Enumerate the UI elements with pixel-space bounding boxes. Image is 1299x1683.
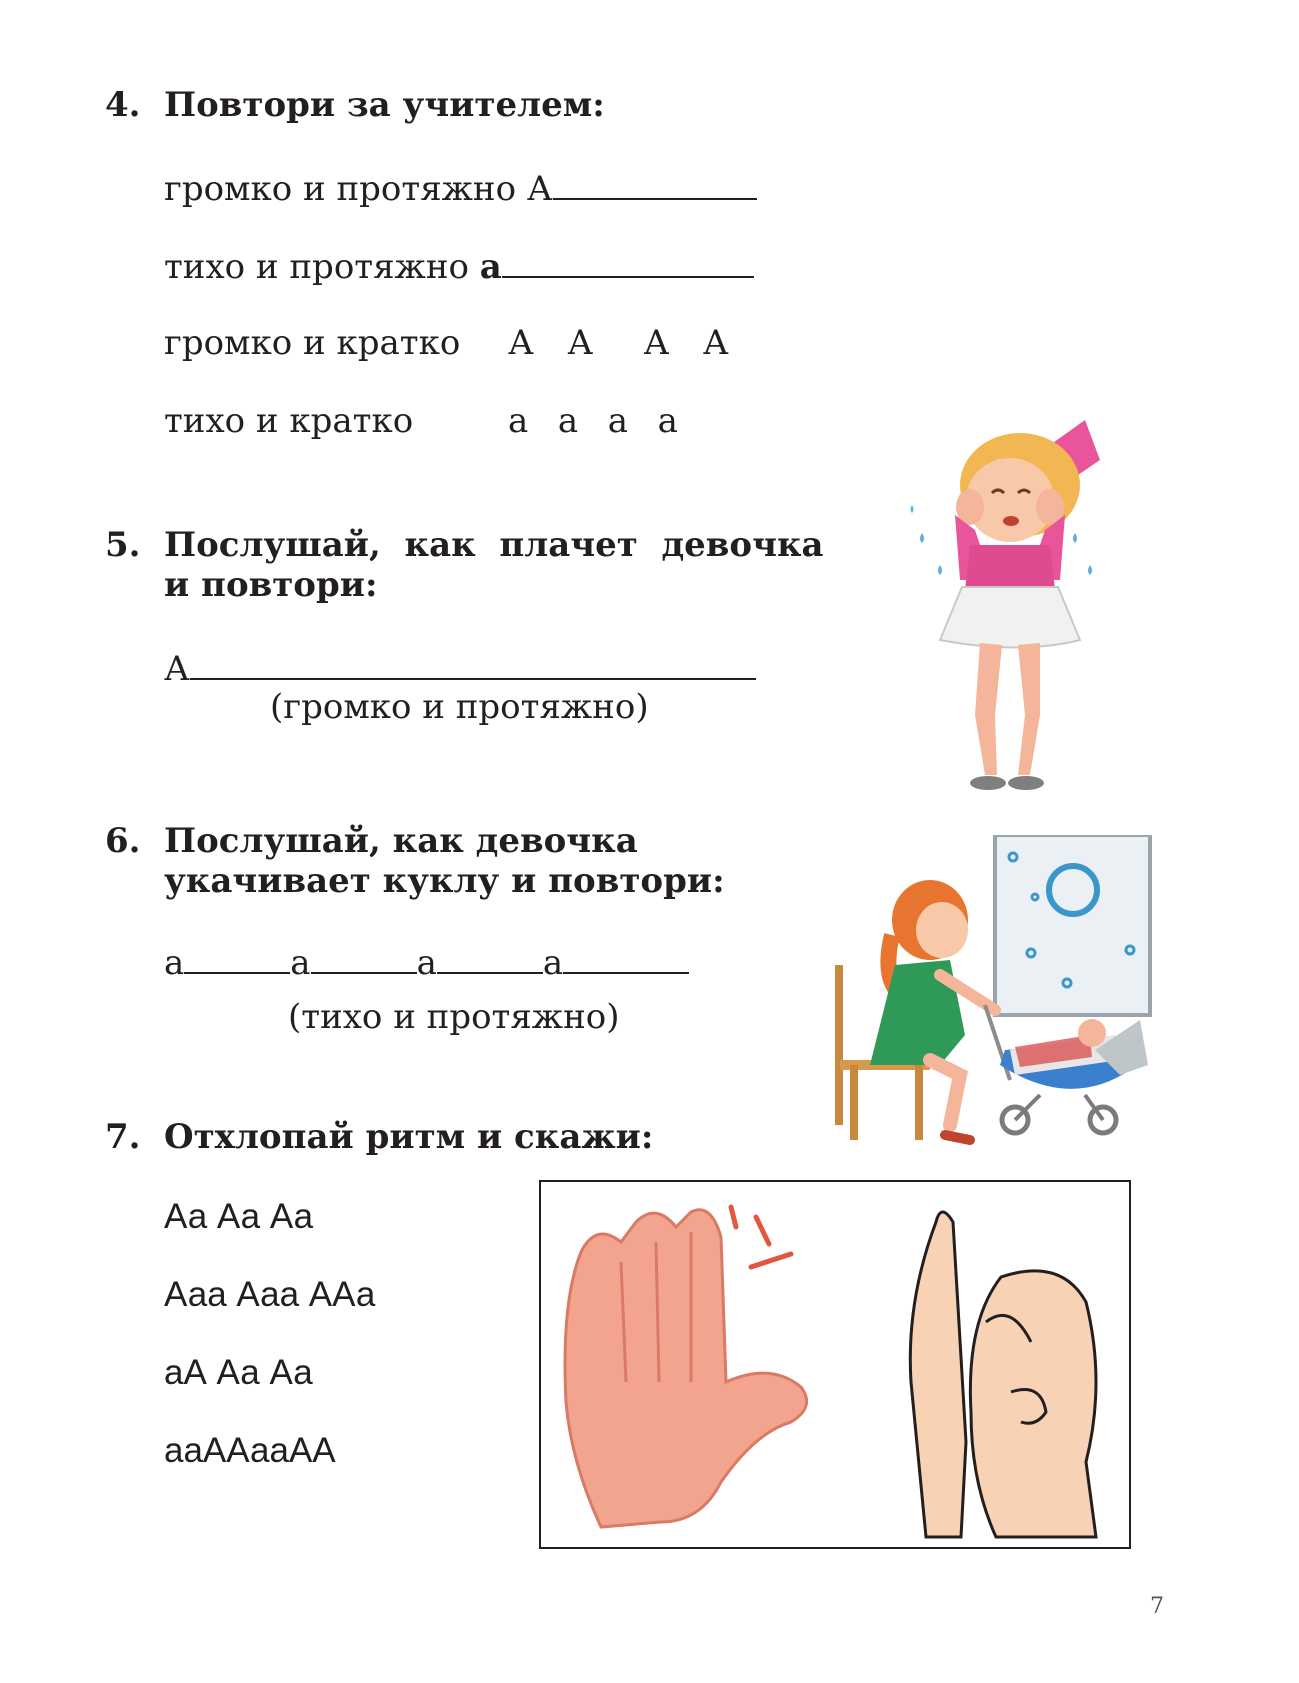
exercise-7-number: 7.	[105, 1117, 141, 1157]
exercise-6-hint: (тихо и протяжно)	[288, 997, 620, 1037]
line-text: громко и кратко	[164, 323, 461, 363]
exercise-4-line-4-letters: а а а а	[508, 401, 678, 441]
exercise-6-title-line-1: Послушай, как девочка	[164, 821, 638, 861]
rhythm-line-2: Ааа Ааа ААа	[164, 1275, 376, 1314]
answer-blank	[502, 246, 754, 278]
line-text: тихо и кратко	[164, 401, 414, 441]
rhythm-line-4: ааААааАА	[164, 1431, 336, 1470]
rhythm-line-1: Аа Аа Аа	[164, 1197, 314, 1236]
exercise-4-line-3	[164, 324, 460, 362]
answer-blank	[563, 942, 689, 974]
page-number: 7	[1150, 1594, 1164, 1619]
exercise-4-line-1	[164, 168, 757, 208]
answer-blank	[190, 648, 756, 680]
answer-blank	[437, 942, 543, 974]
line-text: громко и протяжно	[164, 169, 517, 209]
girl-with-doll-stroller-illustration	[830, 835, 1155, 1155]
exercise-5-hint: (громко и протяжно)	[270, 687, 649, 727]
answer-blank	[184, 942, 290, 974]
exercise-4-line-2	[164, 246, 754, 286]
clapping-hands-illustration	[541, 1182, 1129, 1547]
line-letter: а	[542, 943, 564, 983]
exercise-4-line-4	[164, 402, 413, 440]
exercise-4-number: 4.	[105, 85, 141, 125]
exercise-4-title: Повтори за учителем:	[164, 85, 605, 125]
line-text: тихо и протяжно	[164, 247, 469, 287]
crying-girl-illustration	[900, 415, 1110, 800]
exercise-4-line-3-letters: А А А А	[508, 323, 729, 363]
line-letter: а	[164, 943, 185, 983]
clapping-hands-frame	[539, 1180, 1131, 1549]
exercise-5-number: 5.	[105, 525, 141, 565]
exercise-5-answer-line	[164, 648, 756, 688]
line-letter: А	[526, 169, 553, 209]
exercise-7-title: Отхлопай ритм и скажи:	[164, 1117, 654, 1157]
exercise-5-title-line-1: Послушай, как плачет девочка	[164, 525, 824, 565]
answer-blank	[553, 168, 757, 200]
exercise-5-title-line-2: и повтори:	[164, 565, 378, 605]
rhythm-line-3: аА Аа Аа	[164, 1353, 313, 1392]
line-letter: а	[290, 943, 311, 983]
exercise-6-number: 6.	[105, 821, 141, 861]
line-letter: А	[164, 649, 190, 689]
line-letter: а	[479, 247, 502, 287]
line-letter: а	[416, 943, 437, 983]
exercise-6-title-line-2: укачивает куклу и повтори:	[164, 861, 725, 901]
exercise-6-answer-line	[164, 942, 689, 982]
answer-blank	[311, 942, 417, 974]
